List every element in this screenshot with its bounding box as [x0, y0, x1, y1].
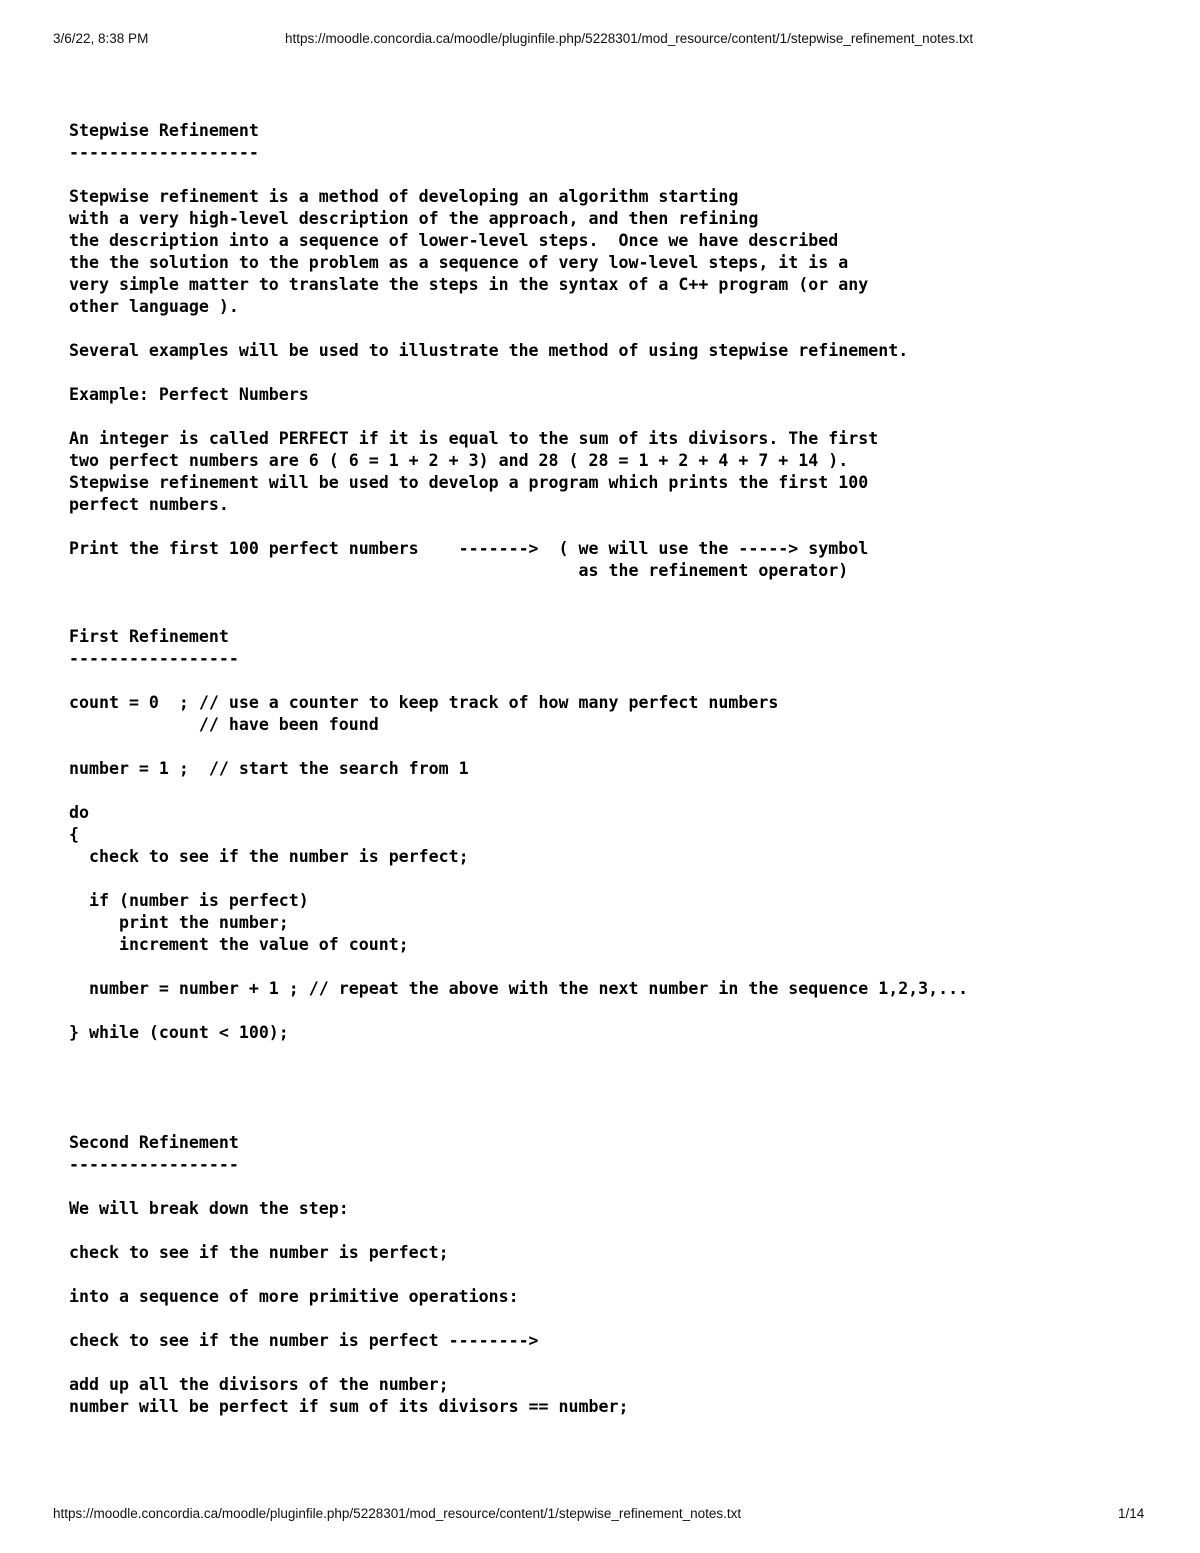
- example-desc-line: two perfect numbers are 6 ( 6 = 1 + 2 + 3) and 28 ( 28 = 1 + 2 + 4 + 7 + 14 ).: [69, 451, 849, 470]
- doc-title: Stepwise Refinement: [69, 121, 259, 140]
- blank-line: [69, 1308, 1149, 1330]
- intro-line: the description into a sequence of lower-level steps. Once we have described: [69, 231, 839, 250]
- blank-line: [69, 582, 1149, 604]
- second-refinement-title: Second Refinement: [69, 1133, 239, 1152]
- print-url[interactable]: https://moodle.concordia.ca/moodle/pluginfile.php/5228301/mod_resource/content/1/stepwise_refinement_notes.txt: [285, 31, 974, 46]
- page-number: 1/14: [1118, 1506, 1145, 1521]
- intro-line: Stepwise refinement is a method of developing an algorithm starting: [69, 187, 739, 206]
- blank-line: [69, 1110, 1149, 1132]
- blank-line: [69, 736, 1149, 758]
- second-into: into a sequence of more primitive operations:: [69, 1287, 519, 1306]
- example-desc-line: perfect numbers.: [69, 495, 229, 514]
- blank-line: [69, 362, 1149, 384]
- first-refinement-title: First Refinement: [69, 627, 229, 646]
- blank-line: [69, 406, 1149, 428]
- blank-line: [69, 318, 1149, 340]
- code-line: // have been found: [69, 715, 379, 734]
- code-line: if (number is perfect): [69, 891, 309, 910]
- code-line: } while (count < 100);: [69, 1023, 289, 1042]
- code-line: do: [69, 803, 89, 822]
- example-desc-line: Stepwise refinement will be used to develop a program which prints the first 100: [69, 473, 869, 492]
- second-arrow: check to see if the number is perfect -------->: [69, 1331, 539, 1350]
- code-line: print the number;: [69, 913, 289, 932]
- second-intro: We will break down the step:: [69, 1199, 349, 1218]
- blank-line: [69, 670, 1149, 692]
- code-line: check to see if the number is perfect;: [69, 847, 469, 866]
- print-goal-line: Print the first 100 perfect numbers -------> ( we will use the -----> symbol: [69, 539, 869, 558]
- blank-line: [69, 1176, 1149, 1198]
- code-line: {: [69, 825, 79, 844]
- blank-line: [69, 516, 1149, 538]
- blank-line: [69, 868, 1149, 890]
- example-desc-line: An integer is called PERFECT if it is equal to the sum of its divisors. The first: [69, 429, 879, 448]
- second-op-line: number will be perfect if sum of its divisors == number;: [69, 1397, 629, 1416]
- second-op-line: add up all the divisors of the number;: [69, 1375, 449, 1394]
- print-goal-line: as the refinement operator): [69, 561, 849, 580]
- blank-line: [69, 1088, 1149, 1110]
- intro-line: very simple matter to translate the steps in the syntax of a C++ program (or any: [69, 275, 869, 294]
- blank-line: [69, 164, 1149, 186]
- doc-title-rule: -------------------: [69, 143, 259, 162]
- examples-note: Several examples will be used to illustrate the method of using stepwise refinement.: [69, 341, 909, 360]
- document-body: [69, 120, 1149, 1460]
- blank-line: [69, 604, 1149, 626]
- code-line: number = number + 1 ; // repeat the above with the next number in the sequence 1,2,3,...: [69, 979, 969, 998]
- code-line: number = 1 ; // start the search from 1: [69, 759, 469, 778]
- code-line: increment the value of count;: [69, 935, 409, 954]
- blank-line: [69, 1066, 1149, 1088]
- second-step: check to see if the number is perfect;: [69, 1243, 449, 1262]
- print-date: 3/6/22, 8:38 PM: [53, 31, 149, 46]
- example-title: Example: Perfect Numbers: [69, 385, 309, 404]
- blank-line: [69, 1000, 1149, 1022]
- second-refinement-rule: -----------------: [69, 1155, 239, 1174]
- blank-line: [69, 1352, 1149, 1374]
- first-refinement-rule: -----------------: [69, 649, 239, 668]
- intro-line: with a very high-level description of the approach, and then refining: [69, 209, 759, 228]
- blank-line: [69, 1264, 1149, 1286]
- footer-url[interactable]: https://moodle.concordia.ca/moodle/pluginfile.php/5228301/mod_resource/content/1/stepwise_refinement_notes.txt: [53, 1506, 742, 1521]
- blank-line: [69, 1220, 1149, 1242]
- code-line: count = 0 ; // use a counter to keep track of how many perfect numbers: [69, 693, 779, 712]
- intro-line: other language ).: [69, 297, 239, 316]
- blank-line: [69, 780, 1149, 802]
- blank-line: [69, 956, 1149, 978]
- intro-line: the the solution to the problem as a sequence of very low-level steps, it is a: [69, 253, 849, 272]
- blank-line: [69, 1044, 1149, 1066]
